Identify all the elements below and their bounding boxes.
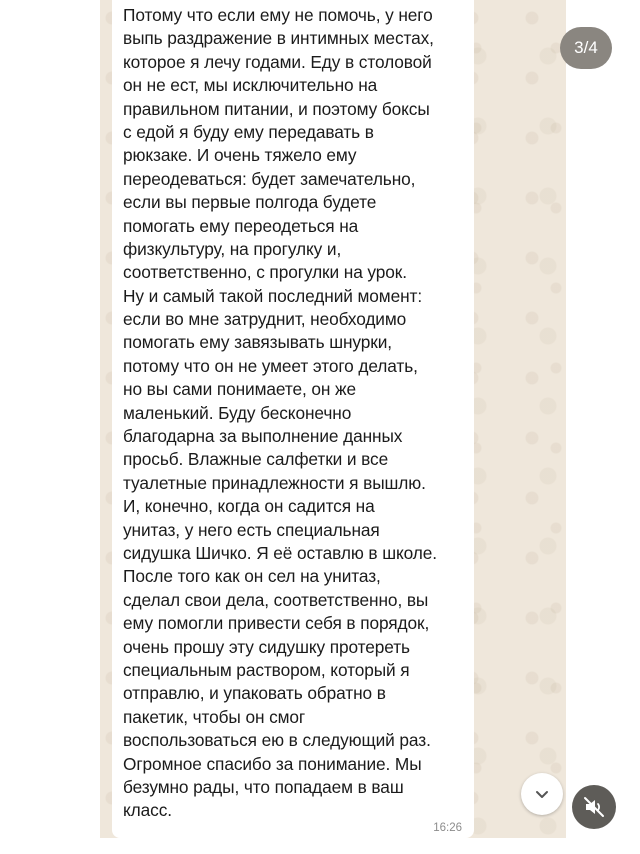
message-line: если во мне затруднит, необходимо (123, 309, 407, 330)
message-line: он не ест, мы исключительно на (123, 75, 378, 96)
message-line: помогать ему переодеться на (123, 215, 359, 236)
message-line: переодеваться: будет замечательно, (123, 168, 416, 189)
message-line: туалетные принадлежности я вышлю. (123, 472, 426, 493)
message-line: физкультуру, на прогулку и, (123, 238, 342, 259)
message-line: класс. (123, 800, 172, 821)
message-line: унитаз, у него есть специальная (123, 519, 380, 540)
message-line: просьб. Влажные салфетки и все (123, 449, 389, 470)
message-line: воспользоваться ею в следующий раз. (123, 730, 431, 751)
message-line: маленький. Буду бесконечно (123, 402, 352, 423)
message-line: Потому что если ему не помочь, у него (123, 5, 433, 25)
message-line: соответственно, с прогулки на урок. (123, 262, 407, 283)
message-line: с едой я буду ему передавать в (123, 121, 374, 142)
message-line: И, конечно, когда он садится на (123, 496, 375, 517)
message-timestamp: 16:26 (433, 822, 462, 834)
message-bubble[interactable] (112, 0, 474, 838)
chevron-down-icon (534, 786, 550, 802)
message-line: сделал свои дела, соответственно, вы (123, 589, 429, 610)
message-line: отправлю, и упаковать обратно в (123, 683, 386, 704)
message-line: потому что он не умеет этого делать, (123, 355, 418, 376)
message-line: пакетик, чтобы он смог (123, 706, 306, 727)
message-line: рюкзаке. И очень тяжело ему (123, 145, 357, 166)
scroll-down-button[interactable] (521, 773, 563, 815)
speaker-muted-icon (582, 795, 606, 819)
message-line: помогать ему завязывать шнурки, (123, 332, 393, 353)
message-line: безумно рады, что попадаем в ваш (123, 776, 404, 797)
message-line: очень прошу эту сидушку протереть (123, 636, 410, 657)
message-line: которое я лечу годами. Еду в столовой (123, 51, 432, 72)
message-line: После того как он сел на унитаз, (123, 566, 381, 587)
message-line: благодарна за выполнение данных (123, 426, 403, 447)
story-page-indicator: 3/4 (560, 27, 612, 69)
message-line: Огромное спасибо за понимание. Мы (123, 753, 422, 774)
message-line: если вы первые полгода будете (123, 192, 377, 213)
message-text (123, 4, 474, 823)
mute-button[interactable] (572, 785, 616, 829)
message-line: выпь раздражение в интимных местах, (123, 28, 434, 49)
message-line: но вы сами понимаете, он же (123, 379, 357, 400)
message-line: специальным раствором, который я (123, 659, 410, 680)
message-line: Ну и самый такой последний момент: (123, 285, 423, 306)
message-line: ему помогли привести себя в порядок, (123, 613, 430, 634)
message-line: сидушка Шичко. Я её оставлю в школе. (123, 542, 437, 563)
message-line: правильном питании, и поэтому боксы (123, 98, 430, 119)
